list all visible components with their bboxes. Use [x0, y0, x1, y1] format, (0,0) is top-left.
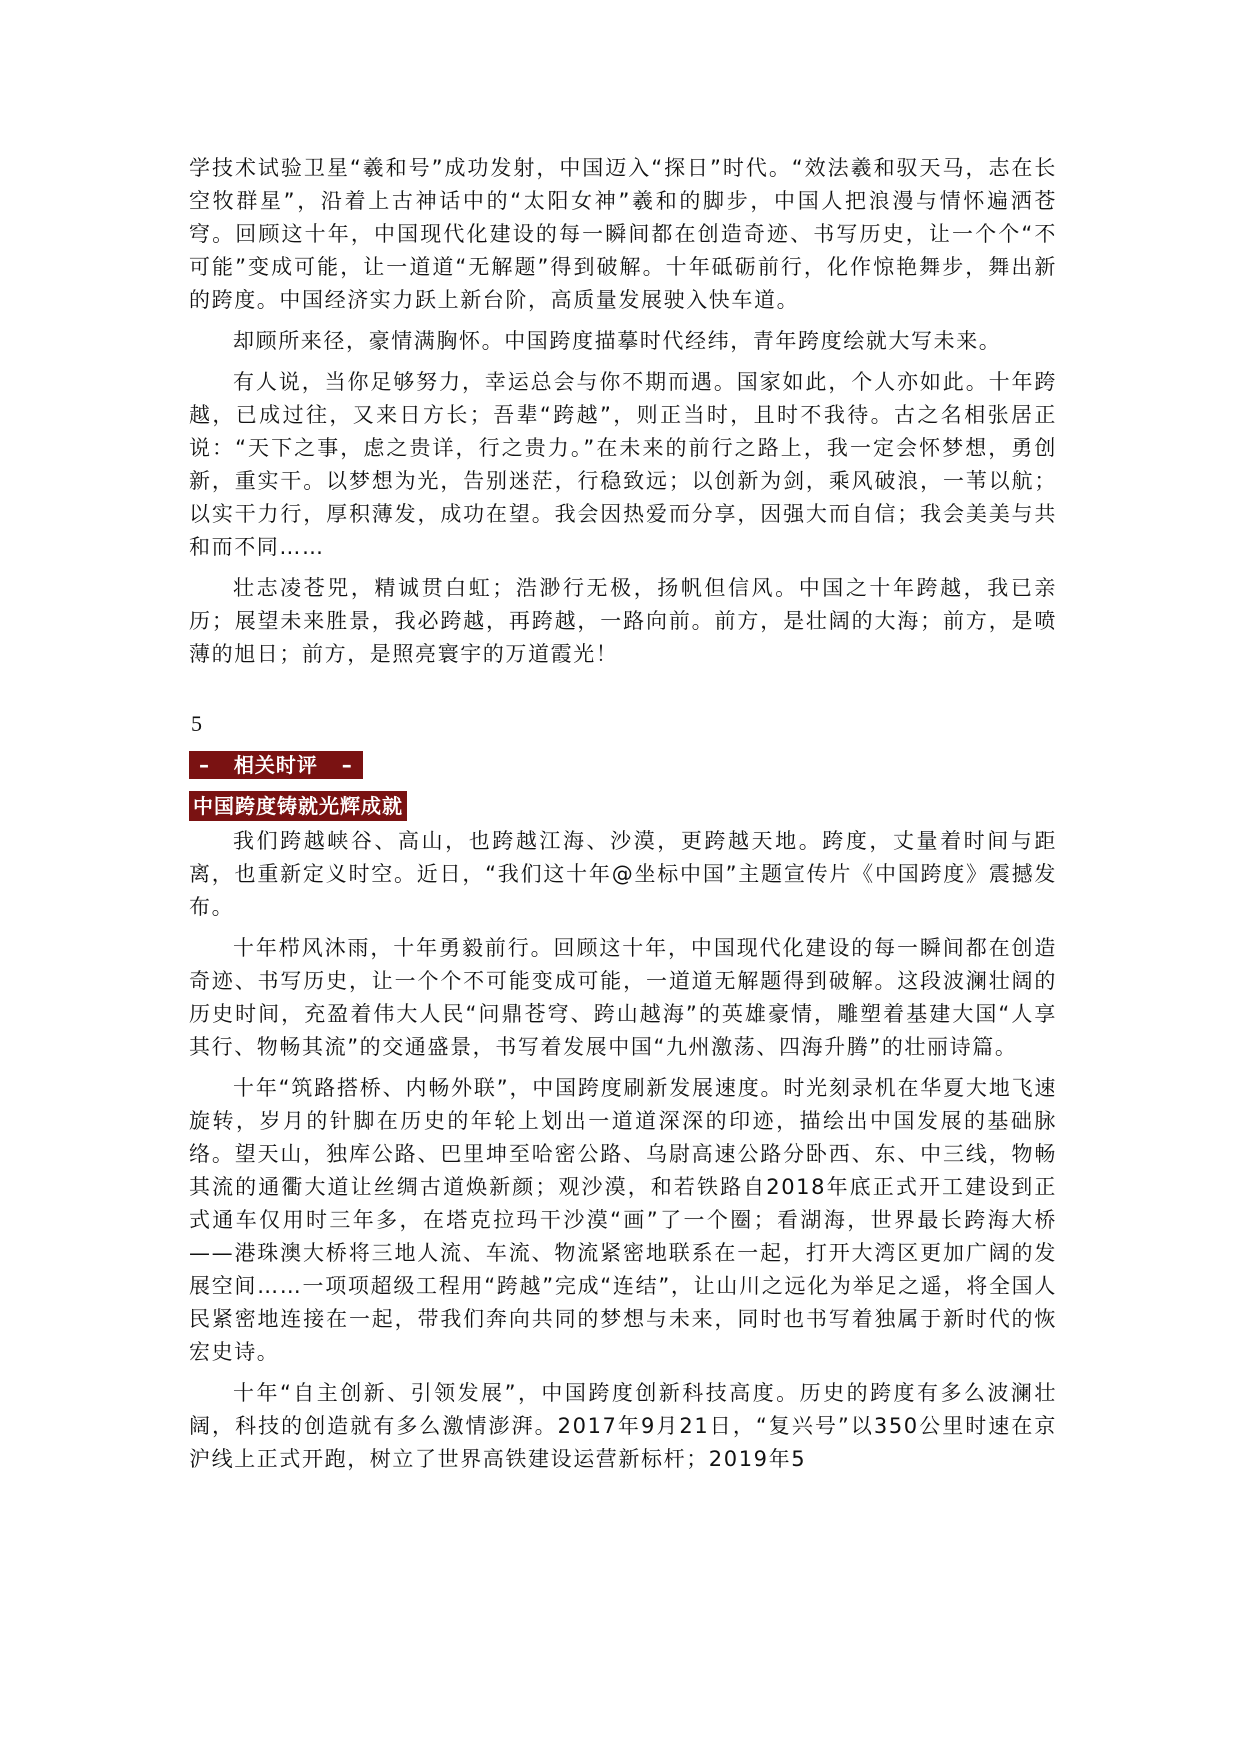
section-tag-row: [189, 751, 1057, 779]
page-number: 5: [191, 711, 202, 736]
body-paragraph: 却顾所来径，豪情满胸怀。中国跨度描摹时代经纬，青年跨度绘就大写未来。: [233, 329, 1002, 353]
article-title: 中国跨度铸就光辉成就: [189, 791, 407, 821]
body-paragraph: 学技术试验卫星“羲和号”成功发射，中国迈入“探日”时代。“效法羲和驭天马，志在长空牧群星”，沿着上古神话中的“太阳女神”羲和的脚步，中国人把浪漫与情怀遍洒苍穹。回顾这十年，中国现代化建设的每一瞬间都在创造奇迹、书写历史，让一个个“不可能”变成可能，让一道道“无解题”得到破解。十年砥砺前行，化作惊艳舞步，舞出新的跨度。中国经济实力跃上新台阶，高质量发展驶入快车道。: [189, 156, 1057, 312]
section-tag: [189, 751, 363, 779]
section-tag-label: 相关时评: [233, 753, 318, 777]
body-paragraph: 十年栉风沐雨，十年勇毅前行。回顾这十年，中国现代化建设的每一瞬间都在创造奇迹、书写历史，让一个个不可能变成可能，一道道无解题得到破解。这段波澜壮阔的历史时间，充盈着伟大人民“问鼎苍穹、跨山越海”的英雄豪情，雕塑着基建大国“人享其行、物畅其流”的交通盛景，书写着发展中国“九州激荡、四海升腾”的壮丽诗篇。: [189, 936, 1057, 1059]
body-paragraph: 十年“自主创新、引领发展”，中国跨度创新科技高度。历史的跨度有多么波澜壮阔，科技的创造就有多么激情澎湃。2017年9月21日，“复兴号”以350公里时速在京沪线上正式开跑，树立了世界高铁建设运营新标杆；2019年5: [189, 1381, 1057, 1471]
body-paragraph: 十年“筑路搭桥、内畅外联”，中国跨度刷新发展速度。时光刻录机在华夏大地飞速旋转，岁月的针脚在历史的年轮上划出一道道深深的印迹，描绘出中国发展的基础脉络。望天山，独库公路、巴里坤至哈密公路、乌尉高速公路分卧西、东、中三线，物畅其流的通衢大道让丝绸古道焕新颜；观沙漠，和若铁路自2018年底正式开工建设到正式通车仅用时三年多，在塔克拉玛干沙漠“画”了一个圈；看湖海，世界最长跨海大桥——港珠澳大桥将三地人流、车流、物流紧密地联系在一起，打开大湾区更加广阔的发展空间……一项项超级工程用“跨越”完成“连结”，让山川之远化为举足之遥，将全国人民紧密地连接在一起，带我们奔向共同的梦想与未来，同时也书写着独属于新时代的恢宏史诗。: [189, 1076, 1057, 1364]
body-paragraph: 我们跨越峡谷、高山，也跨越江海、沙漠，更跨越天地。跨度，丈量着时间与距离，也重新定义时空。近日，“我们这十年@坐标中国”主题宣传片《中国跨度》震撼发布。: [189, 829, 1057, 919]
body-paragraph: 有人说，当你足够努力，幸运总会与你不期而遇。国家如此，个人亦如此。十年跨越，已成过往，又来日方长；吾辈“跨越”，则正当时，且时不我待。古之名相张居正说：“天下之事，虑之贵详，行之贵力。”在未来的前行之路上，我一定会怀梦想，勇创新，重实干。以梦想为光，告别迷茫，行稳致远；以创新为剑，乘风破浪，一苇以航；以实干力行，厚积薄发，成功在望。我会因热爱而分享，因强大而自信；我会美美与共和而不同……: [189, 370, 1057, 559]
body-paragraph: 壮志凌苍兕，精诚贯白虹；浩渺行无极，扬帆但信风。中国之十年跨越，我已亲历；展望未来胜景，我必跨越，再跨越，一路向前。前方，是壮阔的大海；前方，是喷薄的旭日；前方，是照亮寰宇的万道霞光！: [189, 576, 1057, 666]
tag-dash-right: –: [341, 753, 353, 777]
article-title-row: [189, 791, 1057, 821]
tag-dash-left: –: [199, 753, 210, 777]
document-page: [189, 152, 1057, 1484]
